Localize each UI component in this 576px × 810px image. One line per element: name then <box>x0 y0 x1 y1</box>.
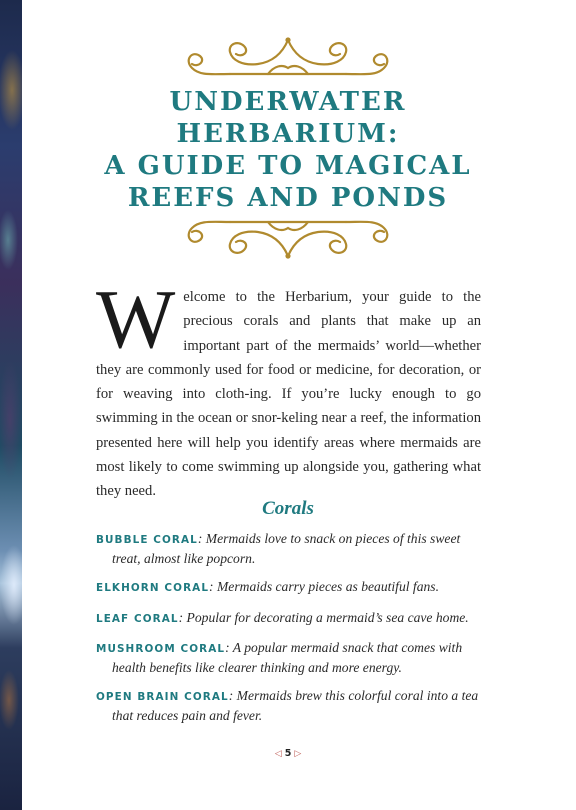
list-item: ELKHORN CORAL: Mermaids carry pieces as beautiful fans. <box>96 579 439 594</box>
title-line: A GUIDE TO MAGICAL <box>104 151 472 181</box>
page-title <box>60 86 516 214</box>
entry-description: Mermaids carry pieces as beautiful fans. <box>216 579 439 594</box>
entry-term: OPEN BRAIN CORAL <box>96 691 229 703</box>
list-item: BUBBLE CORAL: Mermaids love to snack on pieces of this sweet treat, almost like popcorn. <box>96 531 461 566</box>
intro-text: elcome to the Herbarium, your guide to the precious corals and plants that make up an important part of the mermaids’ world—whether they are commonly used for food or medicine, for decoration, or for weaving into cloth-ing. If you’re lucky enough to go swimming in the ocean or snor-keling near a reef, the information presented here will help you identify areas where mermaids are most likely to come swimming up alongside you, gathering what they need. <box>96 289 481 500</box>
title-line: REEFS AND PONDS <box>127 183 449 213</box>
entry-description: Mermaids love to snack on pieces of this sweet treat, almost like popcorn. <box>112 531 461 566</box>
list-item: LEAF CORAL: Popular for decorating a mermaid’s sea cave home. <box>96 609 469 625</box>
ornament-left-icon: ◁ <box>274 749 282 759</box>
title-line: HERBARIUM: <box>176 119 400 149</box>
entry-description: A popular mermaid snack that comes with health benefits like clearer thinking and more energy. <box>112 640 463 675</box>
title-line: UNDERWATER <box>169 87 407 117</box>
entry-term: MUSHROOM CORAL <box>96 643 226 655</box>
entry-description: Mermaids brew this colorful coral into a tea that reduces pain and fever. <box>112 688 479 723</box>
ornament-right-icon: ▷ <box>294 749 302 759</box>
entry-description: Popular for decorating a mermaid’s sea cave home. <box>186 609 469 625</box>
top-flourish-icon <box>172 34 404 84</box>
section-heading: Corals <box>262 498 314 519</box>
page-number <box>0 748 576 759</box>
drop-cap: W <box>96 273 176 366</box>
entry-term: LEAF CORAL <box>96 612 179 625</box>
entry-term: BUBBLE CORAL <box>96 534 198 546</box>
intro-paragraph <box>96 273 481 504</box>
coral-list <box>96 530 486 735</box>
bottom-flourish-icon <box>172 212 404 262</box>
list-item: MUSHROOM CORAL: A popular mermaid snack that comes with health benefits like clearer thinking and more energy. <box>96 640 463 675</box>
side-illustration-strip <box>0 0 22 810</box>
page-number-text: 5 <box>284 748 292 759</box>
list-item: OPEN BRAIN CORAL: Mermaids brew this colorful coral into a tea that reduces pain and fever. <box>96 688 479 723</box>
entry-term: ELKHORN CORAL <box>96 582 210 594</box>
